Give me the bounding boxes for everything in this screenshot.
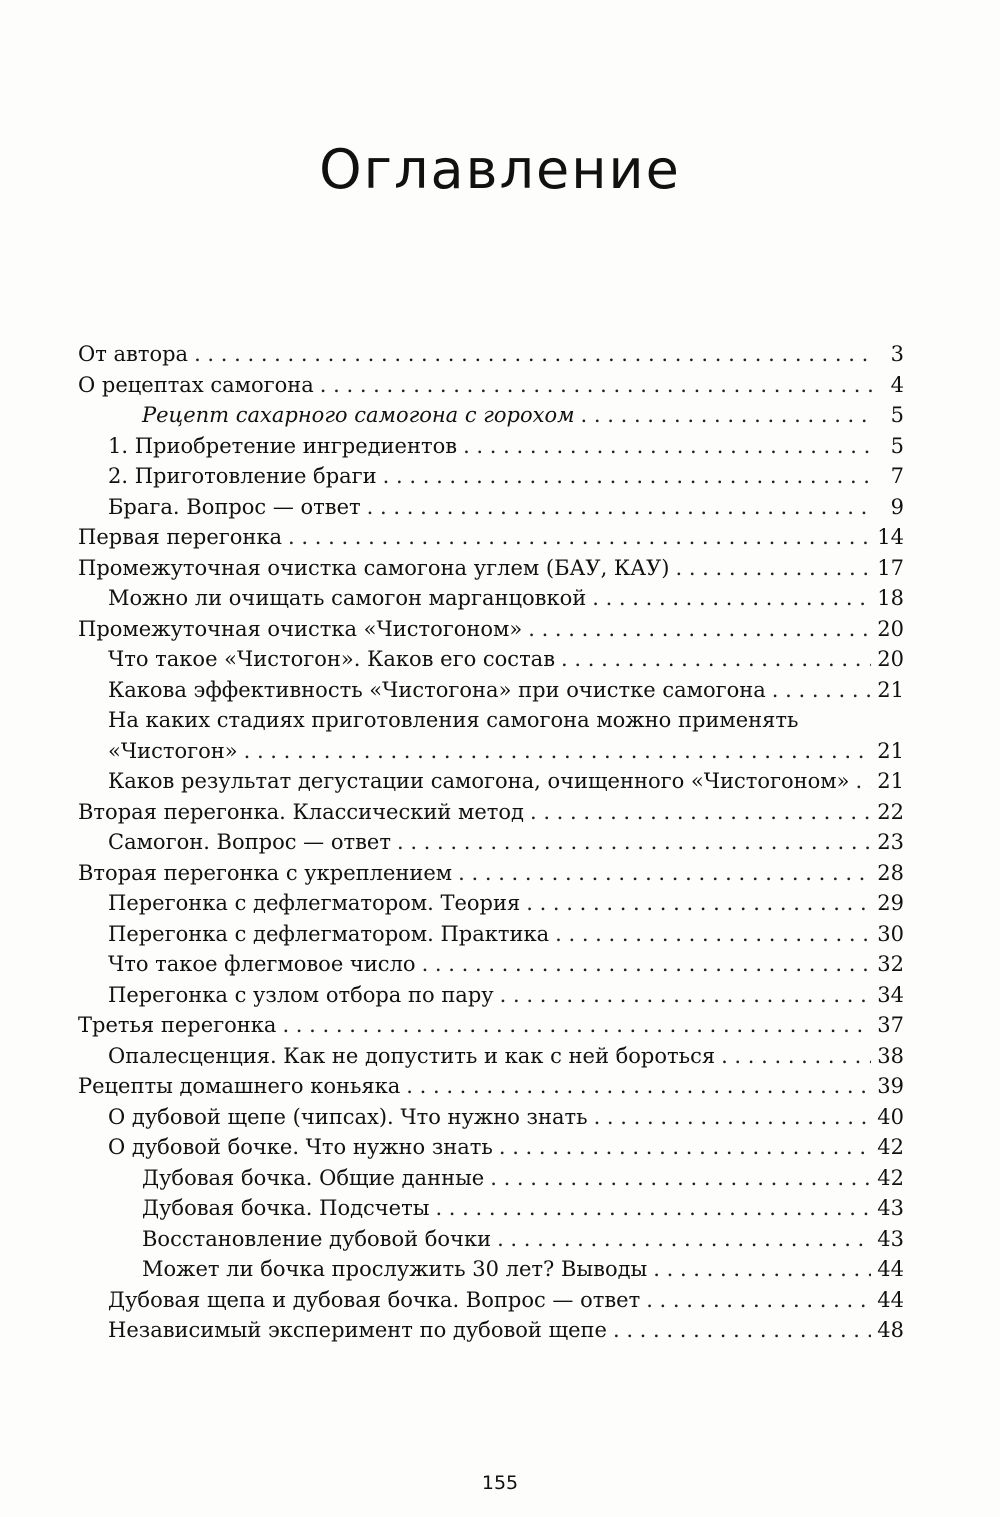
toc-entry-title: Первая перегонка (78, 525, 283, 549)
toc-entry-title: Перегонка с узлом отбора по пару (108, 982, 494, 1007)
toc-entry (78, 492, 904, 523)
toc-entry (78, 339, 904, 370)
dot-leader (592, 583, 871, 614)
toc-entry (78, 1254, 904, 1285)
toc-entry-page: 40 (877, 1104, 904, 1129)
toc-entry-title: 2. Приготовление браги (108, 464, 377, 488)
toc-entry-page: 44 (877, 1257, 904, 1281)
toc-entry-title: Промежуточная очистка самогона углем (БАУ, КАУ) (78, 555, 670, 580)
dot-leader (646, 1285, 871, 1316)
toc-entry (78, 1224, 904, 1255)
toc-entry-title: Рецепты домашнего коньяка (78, 1074, 401, 1098)
toc-entry (78, 675, 904, 706)
toc-entry-title: Дубовая бочка. Подсчеты (142, 1196, 430, 1220)
dot-leader (772, 675, 872, 706)
toc-entry-page: 43 (877, 1196, 904, 1220)
toc-entry-title: Опалесценция. Как не допустить и как с ней бороться (108, 1043, 716, 1068)
toc-entry-page: 34 (877, 982, 904, 1007)
toc-entry-page: 14 (877, 525, 904, 549)
toc-entry-page: 20 (877, 647, 904, 671)
toc-entry-title: Какова эффективность «Чистогона» при очистке самогона (108, 677, 766, 702)
toc-entry (78, 949, 904, 980)
dot-leader (383, 461, 876, 492)
dot-leader (288, 522, 871, 553)
dot-leader (594, 1102, 872, 1133)
dot-leader (561, 644, 871, 675)
dot-leader (406, 1071, 871, 1102)
dot-leader (613, 1315, 871, 1346)
toc-entry-page: 3 (890, 342, 904, 366)
toc-entry (78, 766, 904, 797)
toc-entry-page: 32 (877, 952, 904, 976)
toc-entry (78, 827, 904, 858)
toc-entry-title: Рецепт сахарного самогона с горохом (142, 403, 575, 427)
toc-entry-title: Дубовая щепа и дубовая бочка. Вопрос — ответ (108, 1287, 641, 1312)
toc-entry (78, 736, 904, 767)
dot-leader (526, 888, 871, 919)
toc-entry-page: 48 (877, 1318, 904, 1342)
toc-entry-title: Независимый эксперимент по дубовой щепе (108, 1318, 607, 1342)
toc-entry-title: О дубовой щепе (чипсах). Что нужно знать (108, 1104, 588, 1129)
dot-leader (528, 614, 871, 645)
dot-leader (458, 858, 871, 889)
dot-leader (422, 949, 872, 980)
toc-entry (78, 614, 904, 645)
dot-leader (490, 1163, 871, 1194)
dot-leader (397, 827, 871, 858)
table-of-contents (78, 339, 904, 1346)
toc-entry-title: О дубовой бочке. Что нужно знать (108, 1135, 493, 1159)
dot-leader (435, 1193, 871, 1224)
toc-entry-title: Дубовая бочка. Общие данные (142, 1165, 485, 1190)
toc-entry-page: 23 (877, 830, 904, 854)
toc-entry-title: Восстановление дубовой бочки (142, 1226, 492, 1251)
toc-entry-page: 21 (877, 677, 904, 702)
toc-entry (78, 370, 904, 401)
toc-entry-page: 22 (877, 799, 904, 824)
dot-leader (463, 431, 876, 462)
toc-entry-title: «Чистогон» (108, 738, 238, 763)
toc-entry-page: 43 (877, 1226, 904, 1251)
toc-entry-title: Брага. Вопрос — ответ (108, 494, 361, 519)
dot-leader (581, 400, 876, 431)
toc-entry (78, 1071, 904, 1102)
dot-leader (320, 370, 876, 401)
toc-entry (78, 797, 904, 828)
toc-entry-title: Каков результат дегустации самогона, очищенного «Чистогоном» (108, 769, 850, 793)
toc-entry (78, 1132, 904, 1163)
toc-entry (78, 461, 904, 492)
toc-entry-title: Самогон. Вопрос — ответ (108, 830, 391, 854)
toc-entry-page: 4 (890, 372, 904, 397)
toc-entry-title: От автора (78, 342, 189, 366)
toc-entry (78, 888, 904, 919)
dot-leader (500, 980, 872, 1011)
toc-entry-page: 28 (877, 860, 904, 885)
toc-entry (78, 1102, 904, 1133)
toc-entry (78, 644, 904, 675)
toc-entry (78, 553, 904, 584)
toc-entry-title: Можно ли очищать самогон марганцовкой (108, 586, 587, 610)
toc-entry (78, 522, 904, 553)
toc-entry-page: 18 (877, 586, 904, 610)
toc-entry (78, 400, 904, 431)
toc-entry-title: Перегонка с дефлегматором. Теория (108, 891, 521, 915)
toc-entry-page: 7 (890, 464, 904, 488)
toc-entry-page: 17 (877, 555, 904, 580)
dot-leader (675, 553, 871, 584)
toc-entry-title: Что такое «Чистогон». Каков его состав (108, 647, 556, 671)
toc-entry-page: 38 (877, 1043, 904, 1068)
toc-entry (78, 980, 904, 1011)
toc-entry-title: Вторая перегонка с укреплением (78, 860, 453, 885)
dot-leader (653, 1254, 871, 1285)
toc-entry (78, 858, 904, 889)
toc-entry-title: О рецептах самогона (78, 372, 314, 397)
toc-entry-page: 21 (877, 769, 904, 793)
toc-entry (78, 919, 904, 950)
toc-entry-page: 29 (877, 891, 904, 915)
toc-entry-page: 21 (877, 738, 904, 763)
toc-entry (78, 1193, 904, 1224)
dot-leader (555, 919, 871, 950)
toc-entry-title: 1. Приобретение ингредиентов (108, 433, 458, 458)
toc-entry-page: 37 (877, 1013, 904, 1037)
toc-entry-page: 42 (877, 1165, 904, 1190)
toc-entry (78, 1010, 904, 1041)
toc-entry (78, 1315, 904, 1346)
page-number: 155 (481, 1472, 519, 1494)
toc-entry-title: Может ли бочка прослужить 30 лет? Выводы (142, 1257, 648, 1281)
toc-entry (78, 583, 904, 614)
toc-entry-page: 20 (877, 616, 904, 641)
dot-leader (367, 492, 876, 523)
toc-entry-title: Вторая перегонка. Классический метод (78, 799, 524, 824)
dot-leader (194, 339, 876, 370)
toc-entry-page: 44 (877, 1287, 904, 1312)
toc-entry (78, 1285, 904, 1316)
toc-entry-page: 39 (877, 1074, 904, 1098)
toc-entry-title: Перегонка с дефлегматором. Практика (108, 921, 550, 946)
toc-entry (78, 431, 904, 462)
page-title: Оглавление (319, 138, 681, 201)
toc-entry-title: На каких стадиях приготовления самогона можно применять (108, 708, 799, 732)
dot-leader (244, 736, 872, 767)
toc-entry-page: 30 (877, 921, 904, 946)
dot-leader (499, 1132, 871, 1163)
dot-leader (721, 1041, 871, 1072)
toc-entry-title: Промежуточная очистка «Чистогоном» (78, 616, 523, 641)
dot-leader (530, 797, 871, 828)
toc-entry-page: 42 (877, 1135, 904, 1159)
dot-leader (855, 766, 871, 797)
toc-entry-page: 5 (890, 433, 904, 458)
toc-entry (78, 1163, 904, 1194)
dot-leader (497, 1224, 871, 1255)
toc-entry (78, 1041, 904, 1072)
toc-entry-page: 5 (890, 403, 904, 427)
dot-leader (282, 1010, 871, 1041)
toc-entry-page: 9 (890, 494, 904, 519)
toc-entry-title: Что такое флегмовое число (108, 952, 416, 976)
toc-entry-title: Третья перегонка (78, 1013, 277, 1037)
toc-entry (78, 705, 904, 736)
